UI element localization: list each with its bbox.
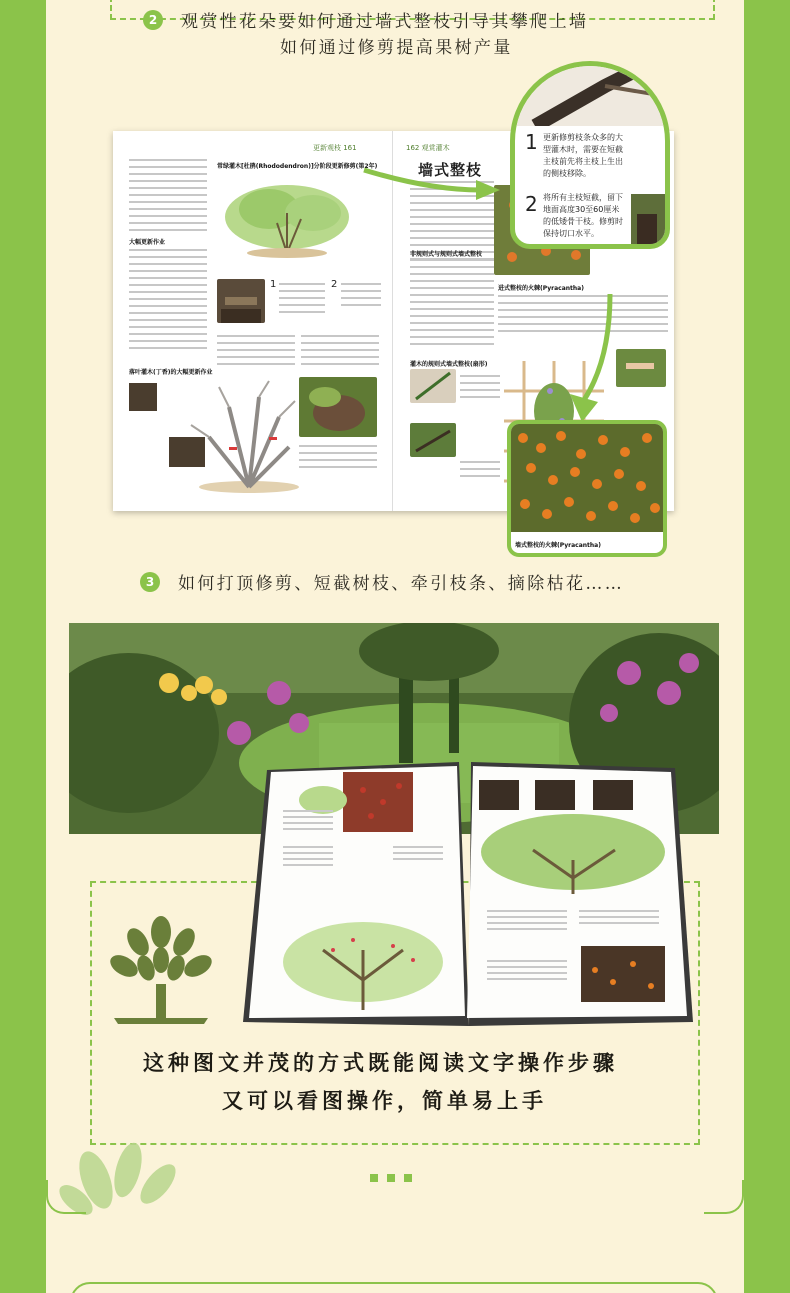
zoomed-pyracantha-photo: [507, 420, 667, 557]
step-number-badge: 3: [140, 572, 160, 592]
right-page-header: 162 观赏灌木: [406, 144, 450, 152]
left-section-title: 大幅更新作业: [129, 239, 166, 246]
left-text-column: [129, 159, 207, 236]
next-section-frame: [70, 1282, 718, 1293]
pagination-dots: [370, 1174, 412, 1182]
lens-step-2-text: 将所有主枝短截，留下地面高度30至60厘米的低矮骨干枝。修剪时保持切口水平。: [543, 193, 623, 238]
right-bottom-bracket: [704, 1180, 744, 1214]
right-subtitle-1: 非规则式与规则式墙式整枝: [410, 251, 483, 258]
left-page: [113, 131, 393, 511]
wall-step-photo-1: [410, 369, 456, 403]
wall-step-photo-2: [410, 423, 456, 457]
arrow-to-zoom: [560, 290, 630, 430]
zoom-caption: 墙式整枝的火棘(Pyracantha): [515, 542, 601, 549]
right-subtitle-2: 灌木的规则式墙式整枝(扇形): [410, 361, 488, 368]
step-2-line-2: 如何通过修剪提高果树产量: [280, 38, 513, 58]
step-3-text: 如何打顶修剪、短截树枝、牵引枝条、摘除枯花……: [178, 574, 625, 594]
left-step-1-number: 1: [270, 279, 277, 290]
stool-caption-lines: [299, 445, 377, 473]
left-bottom-title: 落叶灌木(丁香)的大幅更新作业: [129, 369, 213, 376]
left-text-column-2: [129, 249, 207, 354]
stool-photo: [299, 377, 377, 437]
shrub-illustration: [217, 173, 367, 259]
dot: [387, 1174, 395, 1182]
right-green-border: [744, 0, 790, 1293]
lens-step-1-number: 1: [525, 130, 538, 154]
left-step-1-text: [279, 283, 325, 318]
left-text-column-3: [217, 335, 295, 370]
left-box-title: 常绿灌木[杜鹃(Rhododendron)]分阶段更新修剪(第2年): [217, 163, 378, 170]
lilac-illustration: [129, 377, 299, 497]
step-3-heading: [140, 569, 624, 594]
left-bottom-bracket: [46, 1180, 86, 1214]
lens-side-photo: [631, 194, 670, 249]
step-2-line-1: 观赏性花朵要如何通过墙式整枝引导其攀爬上墙: [181, 12, 589, 32]
dot: [404, 1174, 412, 1182]
lens-top-photo: [515, 66, 670, 126]
left-page-header: 更新观枝 161: [313, 144, 357, 152]
left-text-column-4: [301, 335, 379, 370]
right-photo-caption: 进式整枝的火棘(Pyracantha): [498, 285, 584, 292]
tree-logo-icon: [104, 914, 218, 1028]
left-step-2-number: 2: [331, 279, 338, 290]
right-page-title: 墙式整枝: [418, 161, 483, 179]
right-text-column-2: [410, 259, 494, 350]
dot: [370, 1174, 378, 1182]
cut-photo-1: [217, 279, 265, 323]
wall-step-text-2: [460, 461, 500, 482]
step-number-badge: 2: [143, 10, 163, 30]
magnified-steps-callout: [510, 61, 670, 249]
pyracantha-closeup: [511, 424, 663, 532]
caption-line-2: 又可以看图操作，简单易上手: [222, 1088, 547, 1113]
left-green-border: [0, 0, 46, 1293]
wall-step-text-1: [460, 375, 500, 403]
arrow-to-title: [360, 160, 510, 220]
left-step-2-text: [341, 283, 381, 311]
open-book-spread: [243, 750, 693, 1032]
lens-step-1-text: 更新修剪枝条众多的大型灌木时，需要在短截主枝前先将主枝上生出的侧枝移除。: [543, 133, 623, 178]
step-2-heading: [143, 7, 588, 32]
lens-step-2-number: 2: [525, 192, 538, 216]
caption-line-1: 这种图文并茂的方式既能阅读文字操作步骤: [143, 1050, 618, 1075]
